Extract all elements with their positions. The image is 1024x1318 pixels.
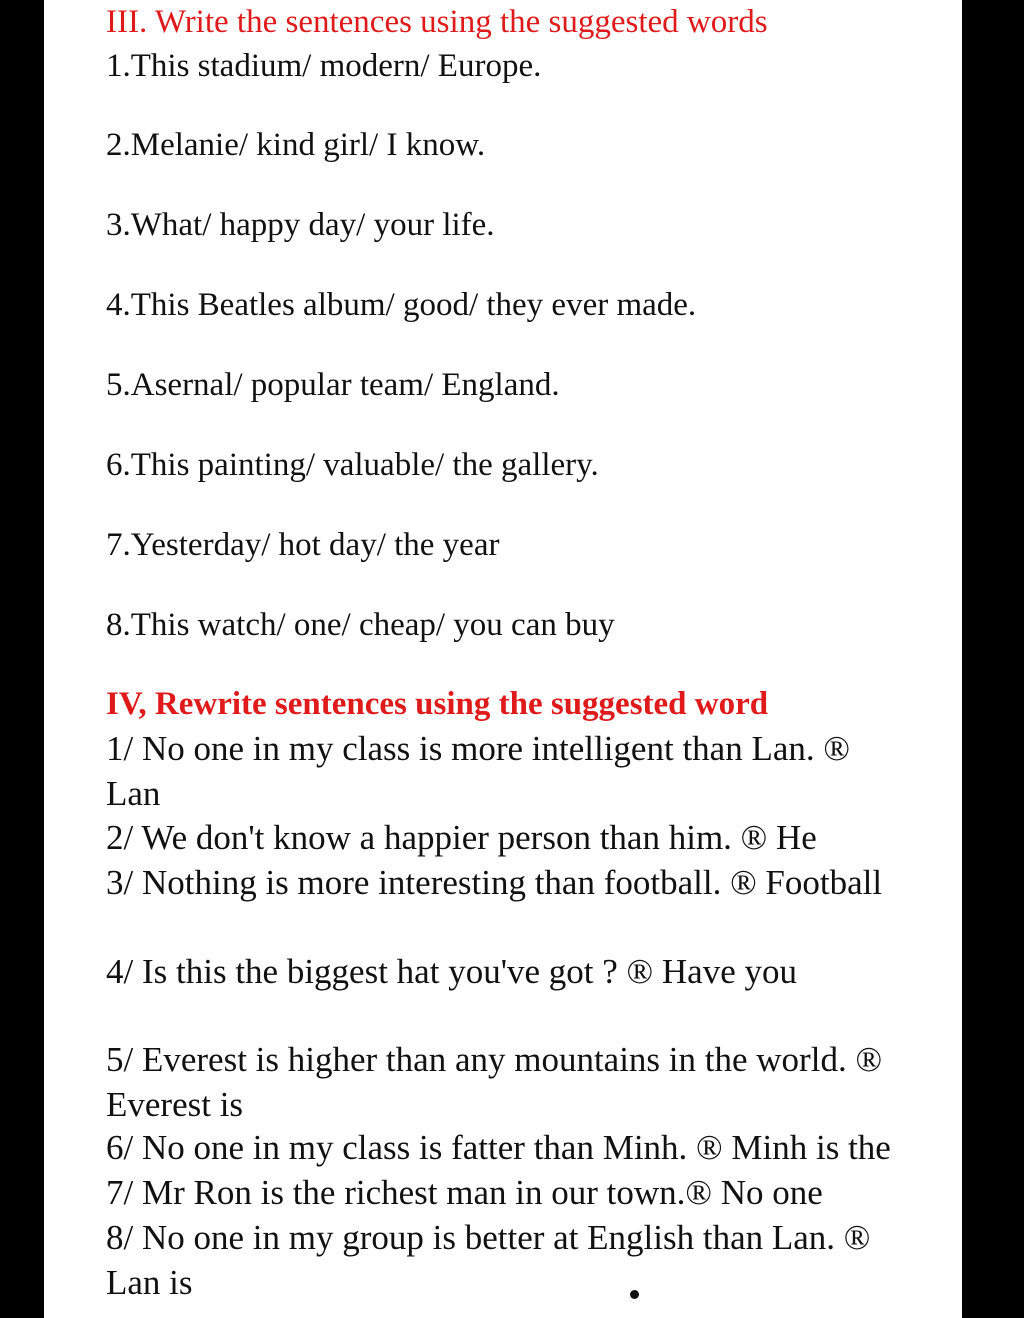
section-3-item: 6.This painting/ valuable/ the gallery. — [106, 447, 599, 483]
section-3-item: 3.What/ happy day/ your life. — [106, 207, 495, 243]
section-4-line: 1/ No one in my class is more intelligent than Lan. ® — [106, 729, 850, 768]
section-3-item: 7.Yesterday/ hot day/ the year — [106, 527, 500, 563]
section-3-item: 1.This stadium/ modern/ Europe. — [106, 48, 542, 84]
section-4-line: 8/ No one in my group is better at English than Lan. ® — [106, 1218, 871, 1257]
section-4-line: Everest is — [106, 1085, 244, 1124]
section-3-item: 4.This Beatles album/ good/ they ever made. — [106, 287, 697, 323]
section-3-item: 2.Melanie/ kind girl/ I know. — [106, 127, 486, 163]
section-4-line: 4/ Is this the biggest hat you've got ? ® Have you — [106, 952, 797, 991]
bullet-dot — [630, 1290, 639, 1299]
section-4-line: 3/ Nothing is more interesting than football. ® Football — [106, 863, 883, 902]
section-3-item: 5.Asernal/ popular team/ England. — [106, 367, 560, 403]
section-4-line: Lan is — [106, 1263, 193, 1302]
section-4-line: Lan — [106, 774, 161, 813]
section-4-line: 5/ Everest is higher than any mountains in the world. ® — [106, 1040, 883, 1079]
section-3-heading: III. Write the sentences using the suggested words — [106, 4, 768, 40]
section-4-line: 2/ We don't know a happier person than him. ® He — [106, 818, 817, 857]
section-4-line: 7/ Mr Ron is the richest man in our town.® No one — [106, 1173, 823, 1212]
section-4-line: 6/ No one in my class is fatter than Minh. ® Minh is the — [106, 1128, 891, 1167]
section-3-item: 8.This watch/ one/ cheap/ you can buy — [106, 607, 615, 643]
section-4-heading: IV, Rewrite sentences using the suggested word — [106, 686, 769, 722]
